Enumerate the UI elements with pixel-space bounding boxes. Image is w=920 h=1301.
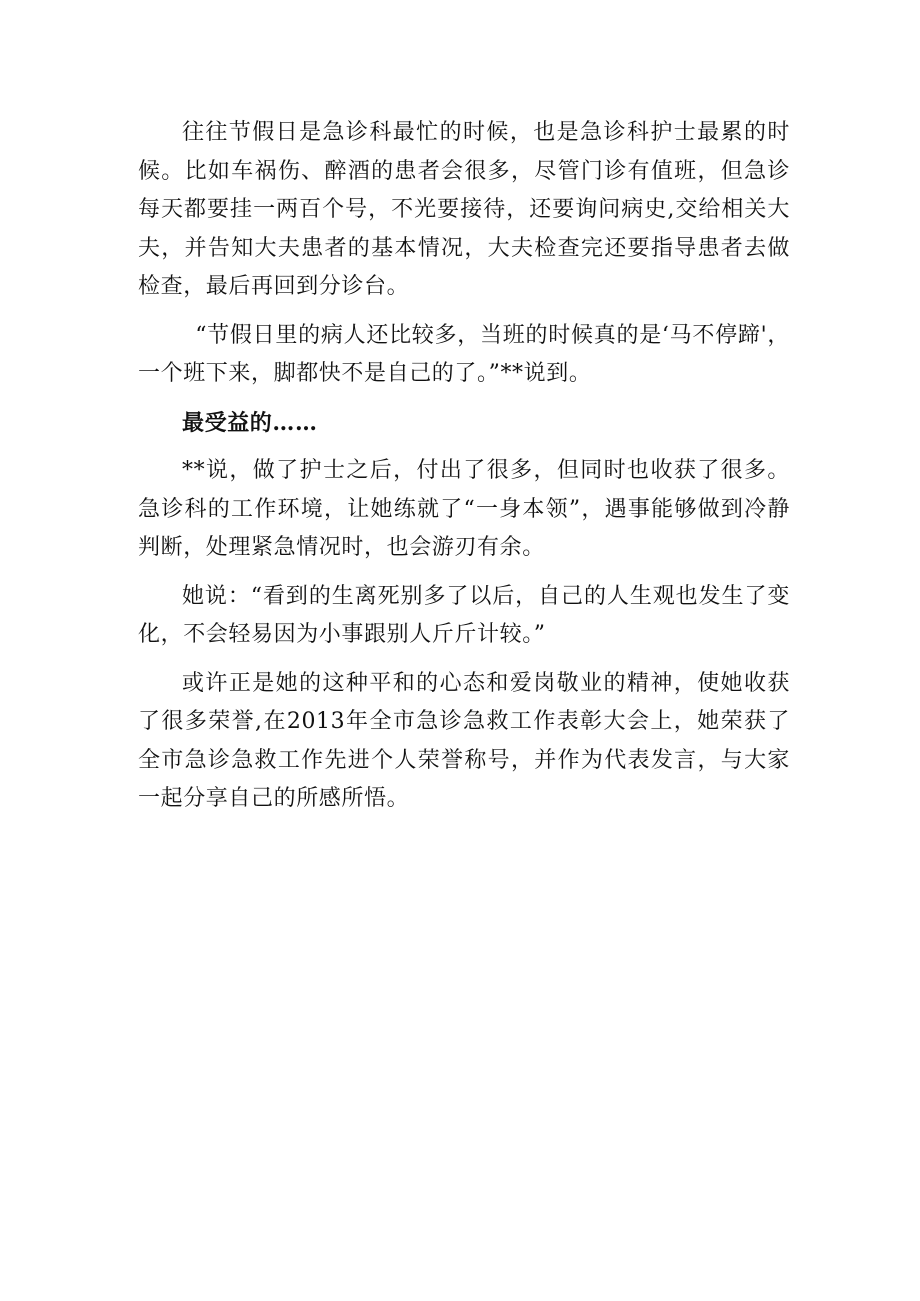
section-heading-most-benefited: 最受益的…… (182, 409, 318, 436)
paragraph-honors: 或许正是她的这种平和的心态和爱岗敬业的精神，使她收获了很多荣誉,在2013年全市急诊急救工作表彰大会上，她荣获了全市急诊急救工作先进个人荣誉称号，并作为代表发言，与大家一起分享自己的所感所悟。 (138, 670, 790, 811)
document-body (138, 114, 790, 819)
paragraph-quote-nonstop: “节假日里的病人还比较多，当班的时候真的是‘马不停蹄'，一个班下来，脚都快不是自己的了。”**说到。 (138, 322, 790, 386)
paragraph-life-view: 她说：“看到的生离死别多了以后，自己的人生观也发生了变化，不会轻易因为小事跟别人斤斤计较。” (138, 583, 790, 647)
paragraph-holiday-busy: 往往节假日是急诊科最忙的时候，也是急诊科护士最累的时候。比如车祸伤、醉酒的患者会很多，尽管门诊有值班，但急诊每天都要挂一两百个号，不光要接待，还要询问病史,交给相关大夫，并告知大夫患者的基本情况，大夫检查完还要指导患者去做检查，最后再回到分诊台。 (138, 120, 790, 299)
paragraph-skills-gained: **说，做了护士之后，付出了很多，但同时也收获了很多。急诊科的工作环境，让她练就了“一身本领”，遇事能够做到冷静判断，处理紧急情况时，也会游刃有余。 (138, 458, 790, 560)
